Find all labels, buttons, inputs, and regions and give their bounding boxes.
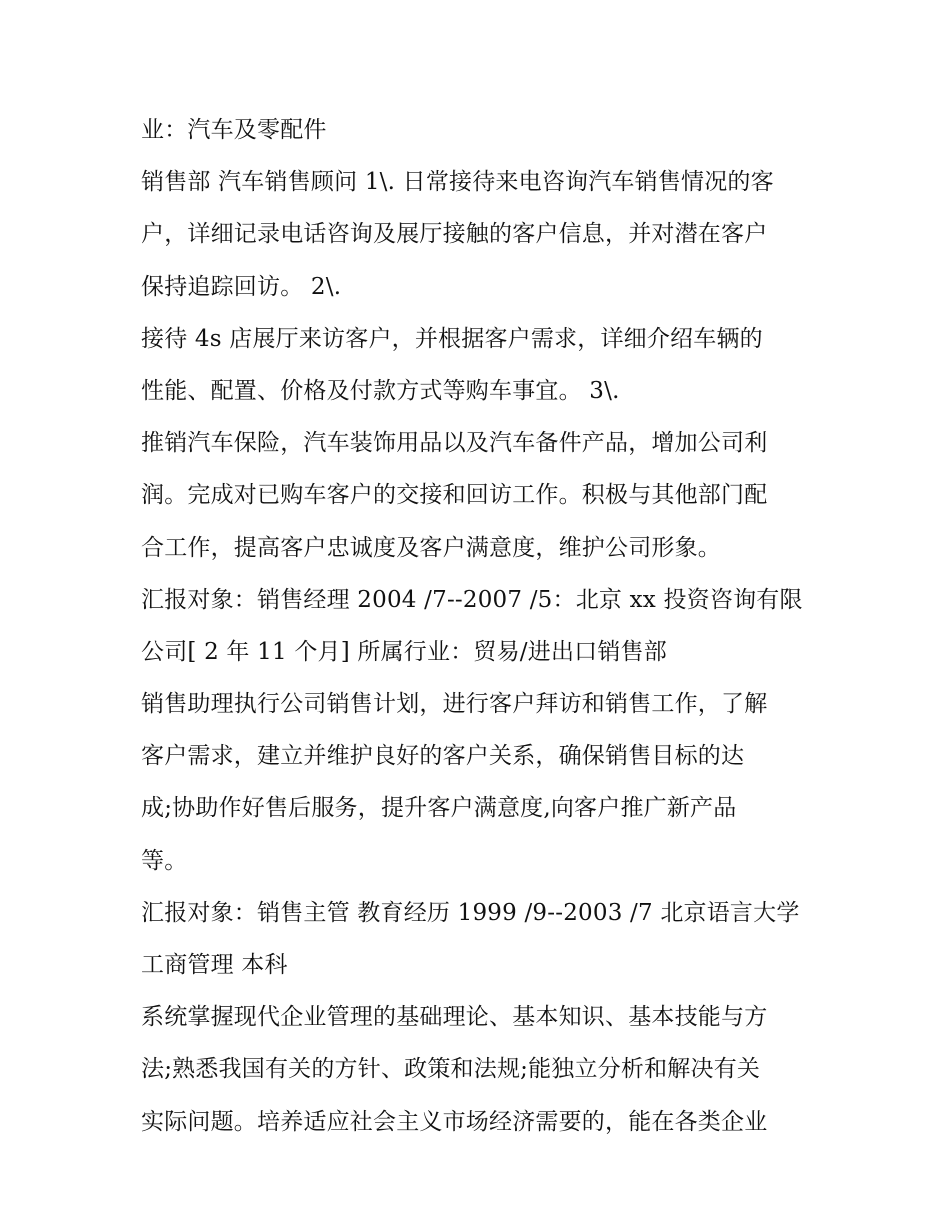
text-line: 法;熟悉我国有关的方针、政策和法规;能独立分析和解决有关	[141, 1056, 761, 1083]
text-line: 汇报对象：销售经理 2004 /7--2007 /5：北京 xx 投资咨询有限	[141, 586, 803, 613]
text-line: 性能、配置、价格及付款方式等购车事宜。 3\.	[141, 377, 620, 404]
text-line: 业：汽车及零配件	[141, 117, 327, 143]
text-line: 接待 4s 店展厅来访客户，并根据客户需求，详细介绍车辆的	[141, 325, 763, 352]
text-line: 工商管理 本科	[141, 952, 288, 978]
text-line: 客户需求，建立并维护良好的客户关系，确保销售目标的达	[141, 743, 745, 770]
document-body	[141, 110, 821, 1154]
text-line: 销售助理执行公司销售计划，进行客户拜访和销售工作，了解	[141, 691, 768, 718]
text-line: 保持追踪回访。 2\.	[141, 273, 342, 300]
text-line: 公司[ 2 年 11 个月] 所属行业：贸易/进出口销售部	[141, 638, 667, 665]
text-line: 户，详细记录电话咨询及展厅接触的客户信息，并对潜在客户	[141, 221, 768, 248]
text-line: 成;协助作好售后服务，提升客户满意度,向客户推广新产品	[141, 795, 737, 822]
text-line: 销售部 汽车销售顾问 1\. 日常接待来电咨询汽车销售情况的客	[141, 169, 774, 196]
text-line: 润。完成对已购车客户的交接和回访工作。积极与其他部门配	[141, 482, 768, 509]
text-line: 系统掌握现代企业管理的基础理论、基本知识、基本技能与方	[141, 1004, 768, 1031]
text-line: 汇报对象：销售主管 教育经历 1999 /9--2003 /7 北京语言大学	[141, 899, 800, 926]
text-line: 实际问题。培养适应社会主义市场经济需要的，能在各类企业	[141, 1108, 768, 1135]
text-line: 推销汽车保险，汽车装饰用品以及汽车备件产品，增加公司利	[141, 430, 768, 457]
text-line: 合工作，提高客户忠诚度及客户满意度，维护公司形象。	[141, 534, 721, 561]
text-line: 等。	[141, 847, 188, 874]
